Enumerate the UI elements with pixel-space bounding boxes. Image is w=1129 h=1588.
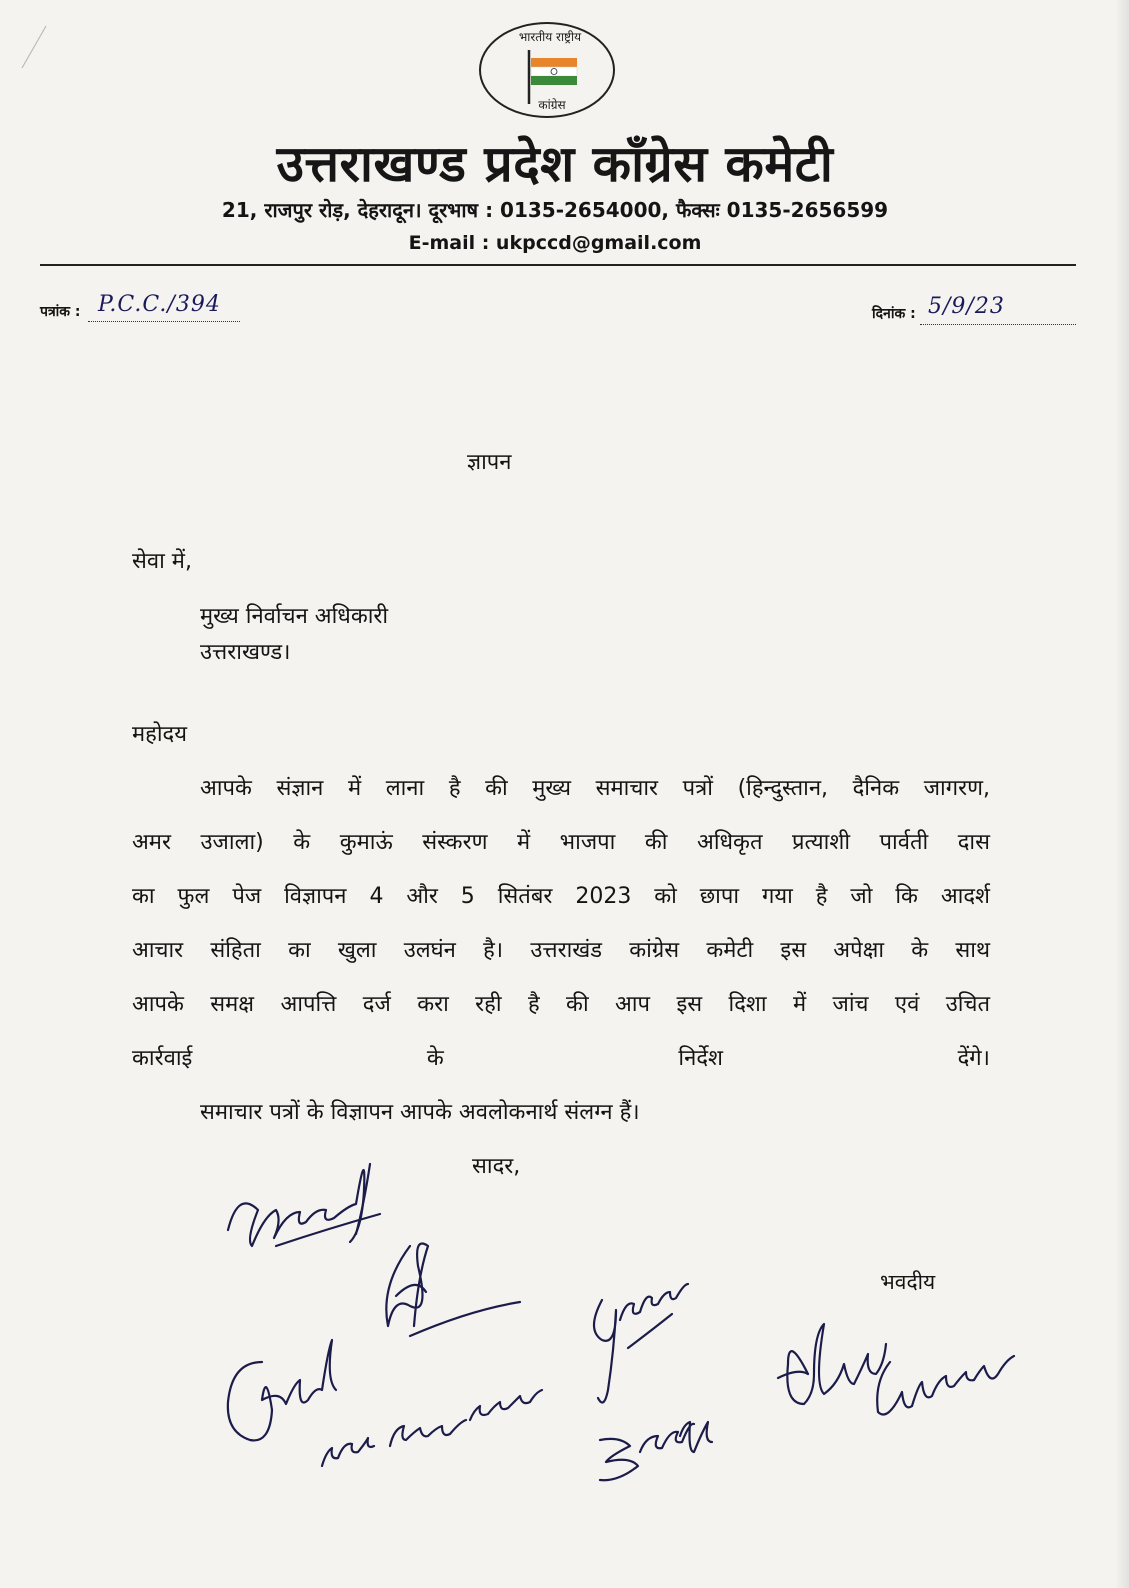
yours-faithfully: भवदीय [880,1270,936,1294]
body-line-4: आचार संहिता का खुला उलघंन है। उत्तराखंड कांग्रेस कमेटी इस अपेक्षा के साथ [132,938,990,963]
logo-text-bottom: कांग्रेस [538,98,566,112]
recipient-location: उत्तराखण्ड। [200,640,291,665]
salutation-to: सेवा में, [132,549,192,574]
signature-6 [600,1422,712,1480]
reference-number: P.C.C./394 [98,292,221,317]
organization-email: E-mail : ukpccd@gmail.com [408,232,702,254]
signature-4 [322,1390,542,1466]
body-line-2: अमर उजाला) के कुमाऊं संस्करण में भाजपा की अधिकृत प्रत्याशी पार्वती दास [132,830,990,855]
signature-5 [594,1284,688,1403]
signature-3 [228,1340,336,1440]
recipient-title: मुख्य निर्वाचन अधिकारी [200,604,389,629]
signature-7 [778,1324,1014,1415]
signature-1 [228,1170,364,1246]
logo-text-top: भारतीय राष्ट्रीय [518,30,582,44]
greeting: महोदय [132,722,187,747]
body-line-1: आपके संज्ञान में लाना है की मुख्य समाचार पत्रों (हिन्दुस्तान, दैनिक जागरण, [200,776,990,801]
attachment-note: समाचार पत्रों के विज्ञापन आपके अवलोकनार्थ संलग्न हैं। [200,1100,640,1125]
reference-label: पत्रांक : [40,304,81,320]
date-label: दिनांक : [872,306,916,322]
body-line-3: का फुल पेज विज्ञापन 4 और 5 सितंबर 2023 को छापा गया है जो कि आदर्श [132,884,990,909]
signature-2 [386,1244,428,1327]
organization-address: 21, राजपुर रोड़, देहरादून। दूरभाष : 0135-2654000, फैक्सः 0135-2656599 [221,198,889,222]
body-line-6: कार्रवाई के निर्देश देंगे। [132,1046,990,1071]
date-value: 5/9/23 [928,294,1005,319]
closing: सादर, [472,1154,521,1179]
letter-subject: ज्ञापन [467,450,512,475]
organization-name: उत्तराखण्ड प्रदेश कॉंग्रेस कमेटी [276,135,834,193]
body-line-5: आपके समक्ष आपत्ति दर्ज करा रही है की आप इस दिशा में जांच एवं उचित [132,992,990,1017]
